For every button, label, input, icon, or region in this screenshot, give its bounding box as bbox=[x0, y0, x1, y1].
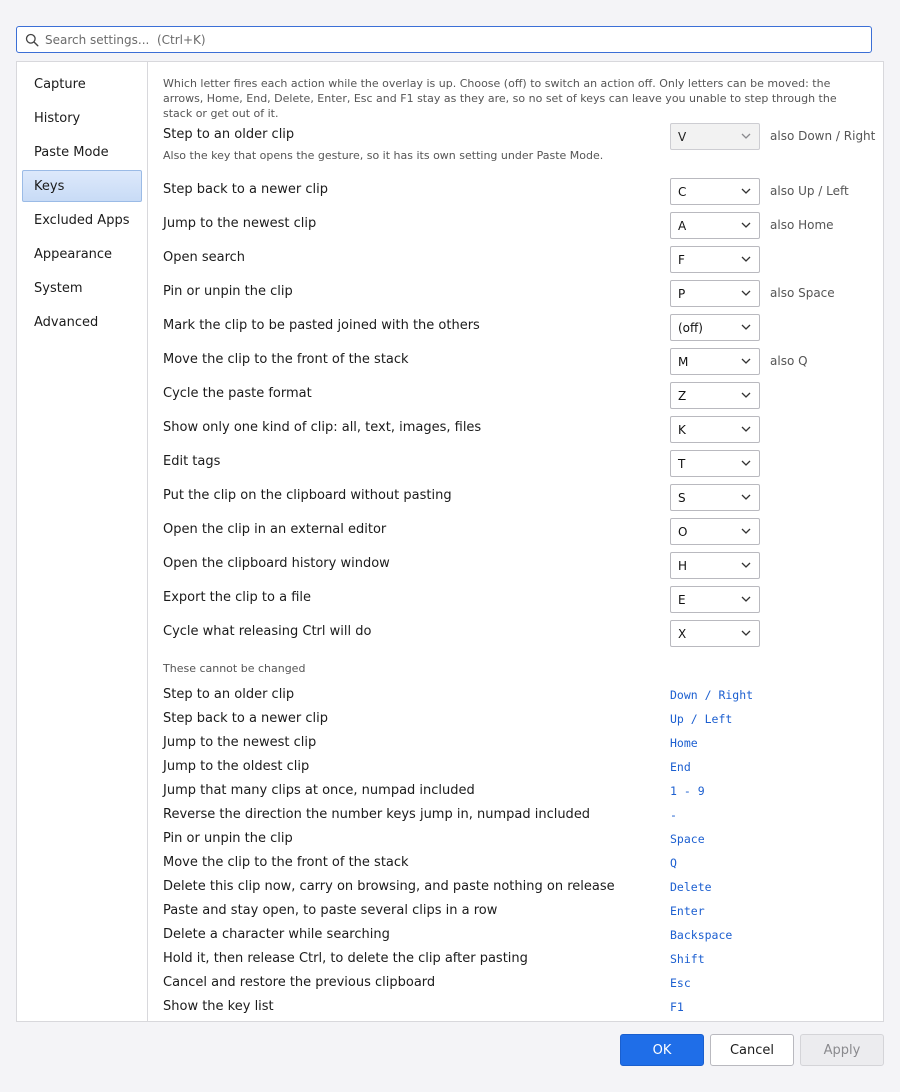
chevron-down-icon bbox=[741, 426, 751, 433]
binding-note: Also the key that opens the gesture, so it has its own setting under Paste Mode. bbox=[163, 149, 604, 162]
key-select[interactable] bbox=[670, 212, 760, 239]
fixed-key-value: Backspace bbox=[670, 928, 733, 942]
binding-row bbox=[163, 212, 867, 238]
chevron-down-icon bbox=[741, 133, 751, 140]
chevron-down-icon bbox=[741, 392, 751, 399]
intro-text: Which letter fires each action while the overlay is up. Choose (off) to switch an action off. Only letters can be moved: the arrows, Home, End, Delete, Enter, Esc and F1 stay as they are, so no set of keys can leave you unable to step through the stack or get out of it. bbox=[163, 77, 837, 120]
fixed-key-value: Shift bbox=[670, 952, 705, 966]
chevron-down-icon bbox=[741, 596, 751, 603]
fixed-key-value: F1 bbox=[670, 1000, 684, 1014]
binding-label: Step to an older clip bbox=[163, 127, 295, 142]
fixed-key-row bbox=[163, 973, 867, 997]
binding-label: Cycle the paste format bbox=[163, 386, 312, 401]
also-keys: also Space bbox=[770, 286, 835, 300]
key-select-value: Z bbox=[678, 388, 687, 403]
fixed-key-label: Reverse the direction the number keys jump in, numpad included bbox=[163, 807, 591, 822]
sidebar-item-label: Excluded Apps bbox=[34, 212, 130, 228]
key-select-value: K bbox=[678, 422, 686, 437]
fixed-key-label: Paste and stay open, to paste several clips in a row bbox=[163, 903, 498, 918]
key-select[interactable] bbox=[670, 484, 760, 511]
binding-label: Step back to a newer clip bbox=[163, 182, 329, 197]
fixed-key-value: End bbox=[670, 760, 691, 774]
binding-label: Move the clip to the front of the stack bbox=[163, 352, 409, 367]
ok-button[interactable]: OK bbox=[620, 1034, 704, 1066]
settings-frame bbox=[16, 61, 884, 1022]
binding-row bbox=[163, 416, 867, 442]
binding-label: Edit tags bbox=[163, 454, 221, 469]
key-select[interactable] bbox=[670, 450, 760, 477]
fixed-key-label: Cancel and restore the previous clipboard bbox=[163, 975, 436, 990]
also-keys: also Down / Right bbox=[770, 129, 876, 143]
sidebar-item-label: Capture bbox=[34, 76, 86, 92]
also-keys: also Up / Left bbox=[770, 184, 849, 198]
sidebar-item-label: System bbox=[34, 280, 83, 296]
chevron-down-icon bbox=[741, 222, 751, 229]
fixed-key-value: Esc bbox=[670, 976, 691, 990]
fixed-key-value: 1 - 9 bbox=[670, 784, 705, 798]
search-box[interactable] bbox=[16, 26, 872, 53]
fixed-key-row bbox=[163, 781, 867, 805]
fixed-key-value: Space bbox=[670, 832, 705, 846]
apply-button[interactable]: Apply bbox=[800, 1034, 884, 1066]
binding-row bbox=[163, 450, 867, 476]
key-select-value: P bbox=[678, 286, 686, 301]
sidebar-item-paste-mode[interactable] bbox=[22, 136, 142, 168]
sidebar-item-history[interactable] bbox=[22, 102, 142, 134]
sidebar-item-system[interactable] bbox=[22, 272, 142, 304]
fixed-key-label: Delete a character while searching bbox=[163, 927, 390, 942]
binding-row bbox=[163, 552, 867, 578]
binding-label: Open the clip in an external editor bbox=[163, 522, 387, 537]
chevron-down-icon bbox=[741, 324, 751, 331]
sidebar-item-advanced[interactable] bbox=[22, 306, 142, 338]
key-select[interactable] bbox=[670, 552, 760, 579]
cancel-button[interactable]: Cancel bbox=[710, 1034, 794, 1066]
fixed-key-label: Step to an older clip bbox=[163, 687, 295, 702]
fixed-key-row bbox=[163, 949, 867, 973]
key-select[interactable] bbox=[670, 123, 760, 150]
fixed-key-value: Delete bbox=[670, 880, 712, 894]
chevron-down-icon bbox=[741, 460, 751, 467]
fixed-key-row bbox=[163, 685, 867, 709]
key-select-value: (off) bbox=[678, 320, 703, 335]
key-select-value: T bbox=[678, 456, 686, 471]
sidebar-item-label: Keys bbox=[34, 178, 65, 194]
fixed-key-label: Pin or unpin the clip bbox=[163, 831, 293, 846]
sidebar-item-label: Appearance bbox=[34, 246, 113, 262]
key-select-value: A bbox=[678, 218, 687, 233]
key-select[interactable] bbox=[670, 314, 760, 341]
binding-row bbox=[163, 620, 867, 646]
key-select-value: E bbox=[678, 592, 686, 607]
fixed-key-row bbox=[163, 853, 867, 877]
key-select[interactable] bbox=[670, 620, 760, 647]
fixed-key-value: Up / Left bbox=[670, 712, 733, 726]
binding-label: Open the clipboard history window bbox=[163, 556, 390, 571]
key-select-value: H bbox=[678, 558, 688, 573]
key-select[interactable] bbox=[670, 280, 760, 307]
keys-panel[interactable] bbox=[149, 62, 883, 1021]
fixed-key-value: Q bbox=[670, 856, 677, 870]
binding-label: Put the clip on the clipboard without pasting bbox=[163, 488, 452, 503]
fixed-key-row bbox=[163, 901, 867, 925]
sidebar bbox=[17, 62, 148, 1021]
fixed-key-value: Home bbox=[670, 736, 698, 750]
fixed-key-label: Step back to a newer clip bbox=[163, 711, 329, 726]
chevron-down-icon bbox=[741, 630, 751, 637]
key-select-value: C bbox=[678, 184, 687, 199]
binding-label: Cycle what releasing Ctrl will do bbox=[163, 624, 372, 639]
search-input[interactable] bbox=[45, 27, 871, 52]
key-select-value: F bbox=[678, 252, 685, 267]
sidebar-item-label: History bbox=[34, 110, 81, 126]
chevron-down-icon bbox=[741, 290, 751, 297]
fixed-key-label: Jump to the oldest clip bbox=[163, 759, 310, 774]
chevron-down-icon bbox=[741, 358, 751, 365]
chevron-down-icon bbox=[741, 494, 751, 501]
fixed-key-label: Delete this clip now, carry on browsing, and paste nothing on release bbox=[163, 879, 615, 894]
key-select[interactable] bbox=[670, 586, 760, 613]
fixed-key-value: Down / Right bbox=[670, 688, 754, 702]
fixed-key-row bbox=[163, 877, 867, 901]
binding-row bbox=[163, 178, 867, 204]
key-select[interactable] bbox=[670, 416, 760, 443]
key-select[interactable] bbox=[670, 518, 760, 545]
key-select[interactable] bbox=[670, 246, 760, 273]
binding-label: Jump to the newest clip bbox=[163, 216, 317, 231]
chevron-down-icon bbox=[741, 528, 751, 535]
binding-row bbox=[163, 382, 867, 408]
key-select-value: O bbox=[678, 524, 688, 539]
key-select[interactable] bbox=[670, 348, 760, 375]
fixed-key-label: Hold it, then release Ctrl, to delete the clip after pasting bbox=[163, 951, 528, 966]
sidebar-item-excluded-apps[interactable] bbox=[22, 204, 142, 236]
binding-row bbox=[163, 280, 867, 306]
binding-row bbox=[163, 348, 867, 374]
fixed-key-value: Enter bbox=[670, 904, 705, 918]
fixed-key-row bbox=[163, 709, 867, 733]
binding-label: Open search bbox=[163, 250, 246, 265]
binding-row bbox=[163, 484, 867, 510]
binding-row bbox=[163, 518, 867, 544]
binding-label: Show only one kind of clip: all, text, images, files bbox=[163, 420, 482, 435]
sidebar-item-appearance[interactable] bbox=[22, 238, 142, 270]
fixed-key-label: Jump to the newest clip bbox=[163, 735, 317, 750]
search-icon bbox=[25, 33, 39, 47]
also-keys: also Home bbox=[770, 218, 834, 232]
fixed-key-label: Jump that many clips at once, numpad included bbox=[163, 783, 475, 798]
sidebar-item-capture[interactable] bbox=[22, 68, 142, 100]
binding-label: Export the clip to a file bbox=[163, 590, 311, 605]
fixed-key-row bbox=[163, 829, 867, 853]
fixed-key-label: Move the clip to the front of the stack bbox=[163, 855, 409, 870]
fixed-key-row bbox=[163, 925, 867, 949]
fixed-key-value: - bbox=[670, 808, 677, 822]
sidebar-item-label: Paste Mode bbox=[34, 144, 109, 160]
binding-row bbox=[163, 246, 867, 272]
fixed-key-row bbox=[163, 997, 867, 1021]
binding-row bbox=[163, 586, 867, 612]
chevron-down-icon bbox=[741, 562, 751, 569]
also-keys: also Q bbox=[770, 354, 808, 368]
sidebar-item-keys[interactable] bbox=[22, 170, 142, 202]
chevron-down-icon bbox=[741, 256, 751, 263]
sidebar-item-label: Advanced bbox=[34, 314, 99, 330]
binding-label: Pin or unpin the clip bbox=[163, 284, 293, 299]
fixed-key-label: Show the key list bbox=[163, 999, 274, 1014]
fixed-key-row bbox=[163, 805, 867, 829]
fixed-key-row bbox=[163, 757, 867, 781]
binding-row bbox=[163, 123, 876, 162]
key-select-value: V bbox=[678, 129, 687, 144]
key-select-value: X bbox=[678, 626, 687, 641]
key-select-value: S bbox=[678, 490, 686, 505]
fixed-key-row bbox=[163, 733, 867, 757]
key-select[interactable] bbox=[670, 382, 760, 409]
key-select-value: M bbox=[678, 354, 689, 369]
chevron-down-icon bbox=[741, 188, 751, 195]
binding-row bbox=[163, 314, 867, 340]
section-heading: These cannot be changed bbox=[163, 662, 306, 675]
binding-label: Mark the clip to be pasted joined with the others bbox=[163, 318, 480, 333]
key-select[interactable] bbox=[670, 178, 760, 205]
